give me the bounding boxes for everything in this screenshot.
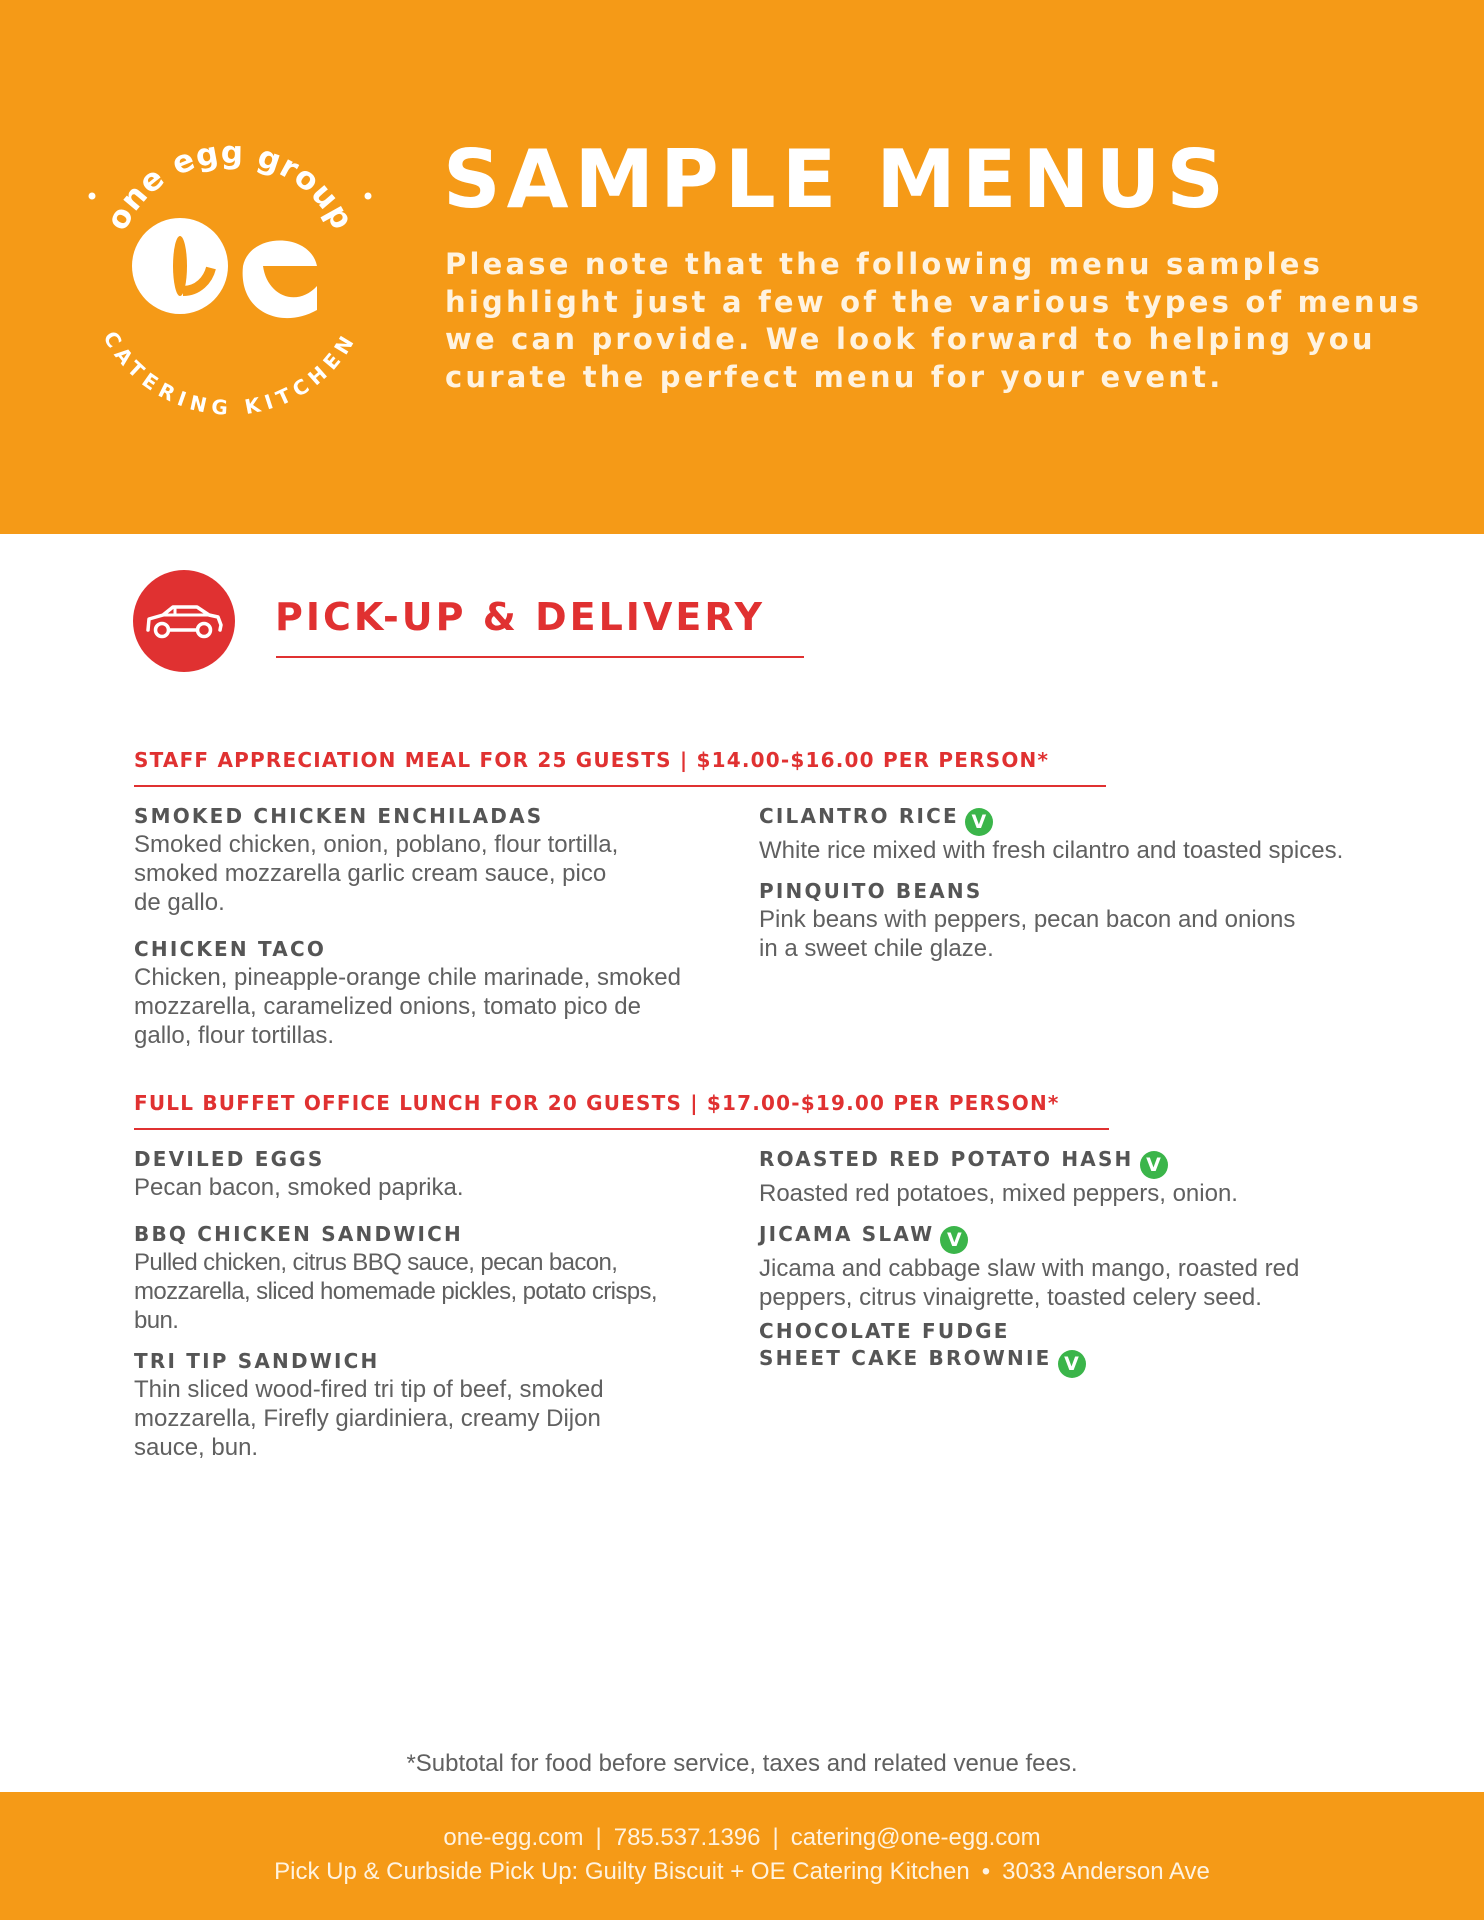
item-description-line: Pink beans with peppers, pecan bacon and onions <box>759 906 1296 933</box>
item-description-line: Thin sliced wood-fired tri tip of beef, smoked <box>134 1376 604 1403</box>
item-description <box>134 1248 744 1335</box>
item-name: PINQUITO BEANS <box>759 879 983 903</box>
menu-item <box>134 936 744 1050</box>
vegetarian-badge-icon: V <box>940 1226 968 1254</box>
menu-heading-rule <box>134 1128 1109 1130</box>
menu-item <box>759 1318 1439 1378</box>
item-description <box>759 905 1399 963</box>
item-description-line: sauce, bun. <box>134 1434 259 1461</box>
footer-address-line <box>0 1858 1484 1886</box>
menu-item <box>759 1221 1439 1312</box>
menu-item <box>759 803 1459 865</box>
car-icon <box>133 570 235 672</box>
vegetarian-badge-icon: V <box>1058 1350 1086 1378</box>
section-title-underline <box>276 656 804 658</box>
item-description-line: Jicama and cabbage slaw with mango, roasted red <box>759 1255 1300 1282</box>
intro-line: Please note that the following menu samples <box>445 247 1324 281</box>
item-description-line: mozzarella, Firefly giardiniera, creamy Dijon <box>134 1405 601 1432</box>
item-description-line: bun. <box>134 1307 179 1334</box>
menu-item <box>759 1146 1439 1208</box>
footnote: *Subtotal for food before service, taxes and related venue fees. <box>406 1750 1078 1777</box>
menu-heading: FULL BUFFET OFFICE LUNCH FOR 20 GUESTS | $17.00-$19.00 PER PERSON* <box>134 1091 1060 1115</box>
menu-heading-rule <box>134 785 1106 787</box>
item-description <box>134 963 744 1050</box>
menu-item <box>134 1221 744 1335</box>
item-description-line: Pulled chicken, citrus BBQ sauce, pecan bacon, <box>134 1249 618 1276</box>
item-description-line: Chicken, pineapple-orange chile marinade, smoked <box>134 964 681 991</box>
footer-separator: | <box>595 1824 602 1851</box>
item-description-line: de gallo. <box>134 889 225 916</box>
item-name: CHICKEN TACO <box>134 937 327 961</box>
item-description-line: smoked mozzarella garlic cream sauce, pico <box>134 860 607 887</box>
item-description-line: Smoked chicken, onion, poblano, flour tortilla, <box>134 831 619 858</box>
item-name <box>759 1146 1439 1179</box>
item-name: BBQ CHICKEN SANDWICH <box>134 1222 463 1246</box>
item-description <box>759 1179 1439 1208</box>
footer <box>0 1792 1484 1920</box>
intro-line: curate the perfect menu for your event. <box>445 359 1224 394</box>
svg-text:one egg group <box>99 135 360 236</box>
address: 3033 Anderson Ave <box>1002 1858 1210 1885</box>
item-name: DEVILED EGGS <box>134 1147 325 1171</box>
item-name <box>759 1221 1439 1254</box>
item-description-line: mozzarella, sliced homemade pickles, potato crisps, <box>134 1278 657 1305</box>
item-description-line: mozzarella, caramelized onions, tomato pico de <box>134 993 641 1020</box>
menu-heading: STAFF APPRECIATION MEAL FOR 25 GUESTS | $14.00-$16.00 PER PERSON* <box>134 748 1050 772</box>
item-description <box>759 1254 1439 1312</box>
intro-line: highlight just a few of the various types of menus <box>445 284 1423 319</box>
item-name-text: JICAMA SLAW <box>759 1222 935 1246</box>
item-description-line: in a sweet chile glaze. <box>759 935 994 962</box>
vegetarian-badge-icon: V <box>965 808 993 836</box>
phone-link[interactable]: 785.537.1396 <box>613 1824 761 1851</box>
section-title: PICK-UP & DELIVERY <box>275 595 766 639</box>
intro-text <box>445 246 1455 396</box>
pickup-label: Pick Up & Curbside Pick Up: Guilty Biscuit + OE Catering Kitchen <box>274 1858 970 1885</box>
vegetarian-badge-icon: V <box>1140 1151 1168 1179</box>
item-description <box>134 1173 734 1202</box>
footer-bullet: • <box>981 1858 991 1885</box>
item-description <box>134 830 734 917</box>
item-description-line: peppers, citrus vinaigrette, toasted celery seed. <box>759 1284 1262 1311</box>
svg-text:CATERING KITCHEN <box>98 327 361 420</box>
item-name-text: CILANTRO RICE <box>759 804 959 828</box>
menu-item <box>134 803 734 917</box>
menu-item <box>134 1348 744 1462</box>
item-name-line: SHEET CAKE BROWNIE <box>759 1346 1052 1370</box>
item-name: TRI TIP SANDWICH <box>134 1349 380 1373</box>
item-name-text: ROASTED RED POTATO HASH <box>759 1147 1134 1171</box>
item-description-line: White rice mixed with fresh cilantro and toasted spices. <box>759 837 1344 864</box>
intro-line: we can provide. We look forward to helping you <box>445 322 1376 356</box>
item-description-line: Pecan bacon, smoked paprika. <box>134 1174 464 1201</box>
logo-top-text: one egg group <box>99 134 361 237</box>
item-description-line: gallo, flour tortillas. <box>134 1022 335 1049</box>
footer-separator: | <box>772 1824 779 1851</box>
menu-item <box>759 878 1399 963</box>
logo-bottom-text: CATERING KITCHEN <box>98 326 362 421</box>
item-name <box>759 803 1459 836</box>
item-description <box>134 1375 744 1462</box>
item-description <box>759 836 1459 865</box>
email-link[interactable]: catering@one-egg.com <box>790 1824 1041 1851</box>
item-description-line: Roasted red potatoes, mixed peppers, onion. <box>759 1180 1238 1207</box>
item-name: SMOKED CHICKEN ENCHILADAS <box>134 804 544 828</box>
item-name-line: CHOCOLATE FUDGE <box>759 1319 1010 1343</box>
menu-item <box>134 1146 734 1202</box>
website-link[interactable]: one-egg.com <box>443 1824 584 1851</box>
item-name <box>759 1318 1439 1378</box>
page-title: SAMPLE MENUS <box>443 133 1231 226</box>
header-banner <box>0 0 1484 534</box>
footer-contact-line <box>0 1824 1484 1852</box>
catering-kitchen-logo <box>75 100 385 430</box>
